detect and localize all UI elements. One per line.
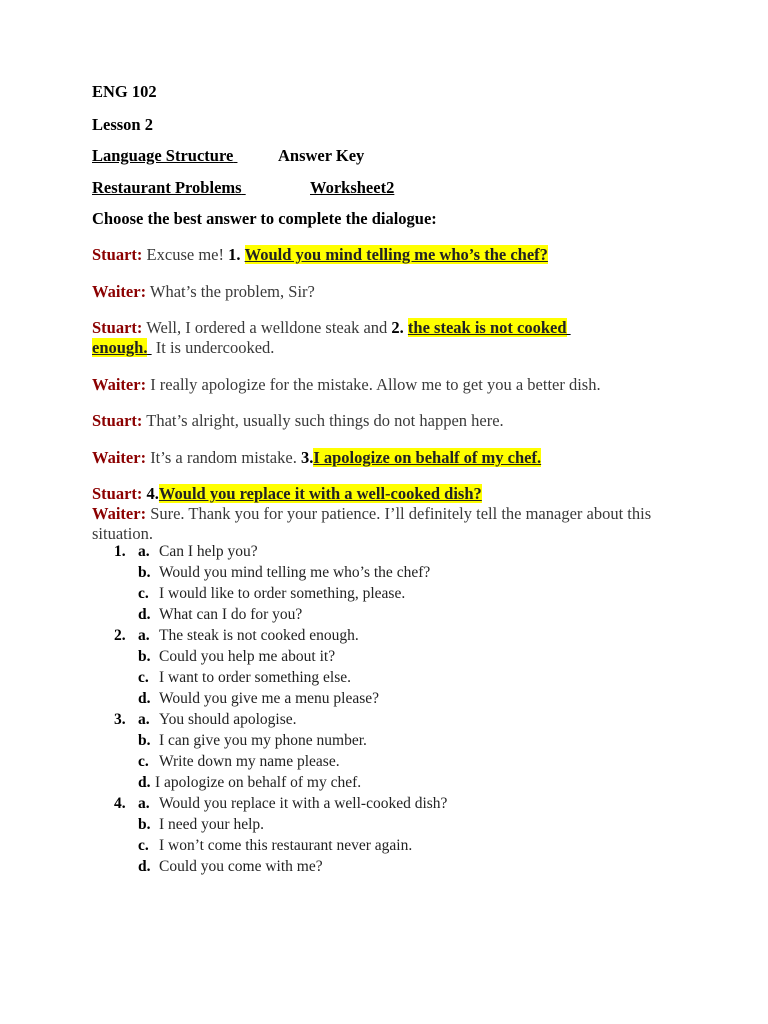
option-text: I would like to order something, please. bbox=[159, 585, 406, 602]
option-letter: b. bbox=[138, 564, 151, 581]
option-text: Could you come with me? bbox=[159, 858, 323, 875]
dialogue-text: Sure. Thank you for your patience. I’ll definitely tell the manager about this situation. bbox=[92, 504, 652, 543]
dialogue-text: That’s alright, usually such things do not happen here. bbox=[146, 411, 504, 430]
option-letter: d. bbox=[138, 606, 151, 623]
answer-highlight: the steak is not cooked bbox=[407, 318, 567, 337]
dialogue-line-1 bbox=[92, 245, 548, 265]
speaker-label: Stuart: bbox=[92, 318, 143, 337]
option-letter: a. bbox=[138, 795, 150, 812]
option-letter: c. bbox=[138, 669, 149, 686]
option-text: I won’t come this restaurant never again. bbox=[159, 837, 413, 854]
option-text: Would you mind telling me who’s the chef? bbox=[159, 564, 431, 581]
instruction: Choose the best answer to complete the dialogue: bbox=[92, 209, 437, 228]
answer-key-label: Answer Key bbox=[278, 146, 365, 165]
speaker-label: Waiter: bbox=[92, 282, 147, 301]
answer-highlight: Would you mind telling me who’s the chef? bbox=[244, 245, 548, 264]
option-letter: c. bbox=[138, 837, 149, 854]
option-row bbox=[92, 564, 692, 585]
speaker-label: Stuart: bbox=[92, 245, 143, 264]
answer-options bbox=[92, 543, 692, 879]
blank-number: 2. bbox=[391, 318, 404, 337]
option-letter: c. bbox=[138, 753, 149, 770]
dialogue-line-6 bbox=[92, 448, 541, 468]
option-letter: a. bbox=[138, 543, 150, 560]
option-text: Write down my name please. bbox=[159, 753, 340, 770]
option-text: I need your help. bbox=[159, 816, 265, 833]
speaker-label: Stuart: bbox=[92, 411, 143, 430]
option-text: I apologize on behalf of my chef. bbox=[155, 774, 362, 791]
course-code: ENG 102 bbox=[92, 82, 157, 101]
answer-highlight: I apologize on behalf of my chef. bbox=[313, 448, 542, 467]
question-number: 3. bbox=[114, 711, 126, 728]
option-row bbox=[92, 753, 692, 774]
dialogue-line-8 bbox=[92, 504, 692, 544]
option-letter: d. bbox=[138, 858, 151, 875]
option-letter: a. bbox=[138, 627, 150, 644]
lesson-title: Lesson 2 bbox=[92, 115, 153, 134]
option-text: What can I do for you? bbox=[159, 606, 303, 623]
option-letter: b. bbox=[138, 732, 151, 749]
option-row bbox=[92, 543, 692, 564]
option-text: The steak is not cooked enough. bbox=[159, 627, 359, 644]
option-letter: a. bbox=[138, 711, 150, 728]
section-title: Language Structure bbox=[92, 146, 234, 165]
speaker-label: Waiter: bbox=[92, 375, 147, 394]
topic-title: Restaurant Problems bbox=[92, 178, 242, 197]
option-row bbox=[92, 606, 692, 627]
dialogue-text: Excuse me! bbox=[146, 245, 224, 264]
dialogue-text: What’s the problem, Sir? bbox=[149, 282, 315, 301]
option-row bbox=[92, 690, 692, 711]
option-text: Would you replace it with a well-cooked dish? bbox=[159, 795, 448, 812]
dialogue-line-3 bbox=[92, 318, 692, 358]
section-row bbox=[92, 146, 365, 166]
option-letter: b. bbox=[138, 816, 151, 833]
worksheet-label: Worksheet2 bbox=[310, 178, 395, 197]
option-text: Could you help me about it? bbox=[159, 648, 336, 665]
blank-number: 1. bbox=[228, 245, 241, 264]
speaker-label: Stuart: bbox=[92, 484, 143, 503]
option-row bbox=[92, 858, 692, 879]
option-letter: d. bbox=[138, 690, 151, 707]
option-text: Can I help you? bbox=[159, 543, 258, 560]
option-row bbox=[92, 816, 692, 837]
dialogue-line-4 bbox=[92, 375, 601, 395]
option-text: I want to order something else. bbox=[159, 669, 351, 686]
question-number: 2. bbox=[114, 627, 126, 644]
dialogue-text: It’s a random mistake. bbox=[150, 448, 297, 467]
answer-highlight: enough. bbox=[92, 338, 148, 357]
option-row bbox=[92, 669, 692, 690]
blank-number: 3. bbox=[300, 448, 314, 467]
option-row bbox=[92, 711, 692, 732]
option-row bbox=[92, 774, 692, 795]
question-number: 4. bbox=[114, 795, 126, 812]
blank-number: 4. bbox=[146, 484, 159, 503]
option-letter: d. bbox=[138, 774, 151, 791]
option-row bbox=[92, 795, 692, 816]
option-text: Would you give me a menu please? bbox=[159, 690, 379, 707]
option-row bbox=[92, 732, 692, 753]
option-row bbox=[92, 837, 692, 858]
dialogue-line-5 bbox=[92, 411, 504, 431]
question-number: 1. bbox=[114, 543, 126, 560]
option-letter: c. bbox=[138, 585, 149, 602]
option-text: I can give you my phone number. bbox=[159, 732, 367, 749]
dialogue-line-2 bbox=[92, 282, 315, 302]
dialogue-text: It is undercooked. bbox=[155, 338, 275, 357]
option-row bbox=[92, 627, 692, 648]
answer-highlight: Would you replace it with a well-cooked dish? bbox=[158, 484, 482, 503]
dialogue-text: I really apologize for the mistake. Allow me to get you a better dish. bbox=[150, 375, 601, 394]
option-row bbox=[92, 648, 692, 669]
option-row bbox=[92, 585, 692, 606]
option-letter: b. bbox=[138, 648, 151, 665]
option-text: You should apologise. bbox=[159, 711, 297, 728]
topic-row bbox=[92, 178, 395, 198]
dialogue-line-7 bbox=[92, 484, 482, 504]
speaker-label: Waiter: bbox=[92, 504, 147, 523]
dialogue-text: Well, I ordered a welldone steak and bbox=[146, 318, 388, 337]
speaker-label: Waiter: bbox=[92, 448, 147, 467]
